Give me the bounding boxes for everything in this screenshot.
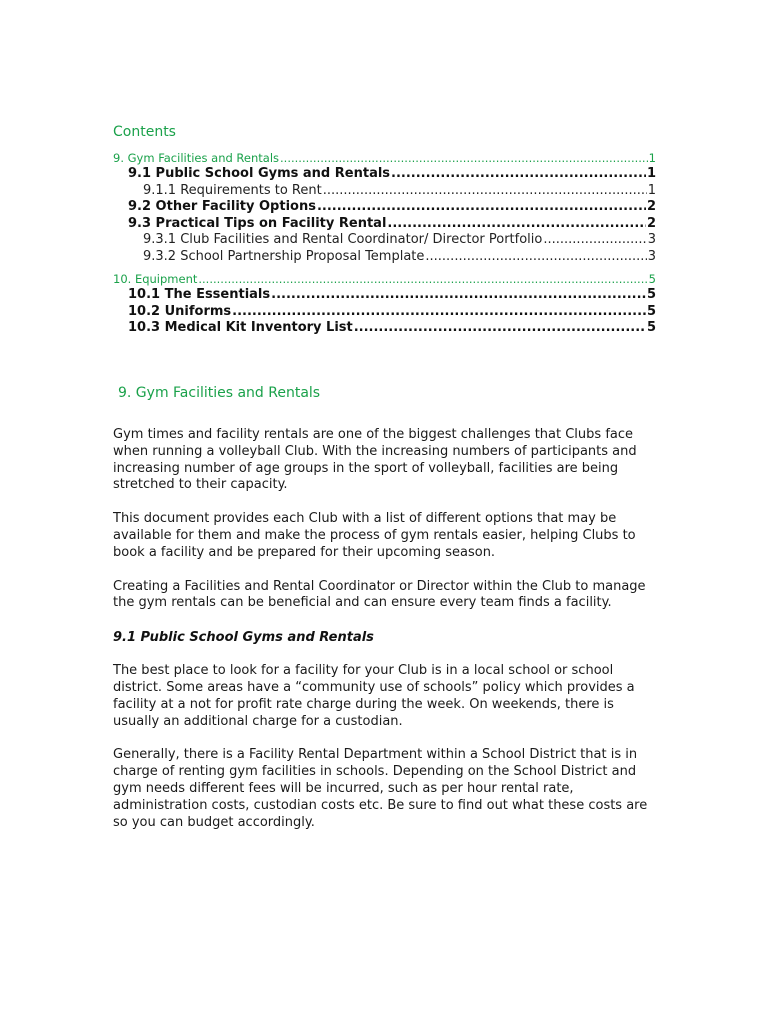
toc-leader <box>232 304 646 321</box>
toc-entry-chapter-9[interactable] <box>113 150 656 166</box>
body-paragraph: Generally, there is a Facility Rental Department within a School District that is in charge of renting gym facilities in schools. Depending on the School District and gym needs different fees will be incurred, such as per hour rental rate, administration costs, custodian costs etc. Be sure to find out what these costs are so you can budget accordingly. <box>113 747 648 830</box>
toc-entry-page: 2 <box>646 199 656 214</box>
body-paragraph: Gym times and facility rentals are one of the biggest challenges that Clubs face when running a volleyball Club. With the increasing numbers of participants and increasing number of age groups in the sport of volleyball, facilities are being stretched to their capacity. <box>113 427 637 493</box>
toc-entry-9-3-2[interactable] <box>113 249 656 266</box>
toc-entry-title: 9.1 Public School Gyms and Rentals <box>128 166 391 181</box>
toc-entry-title: 9.2 Other Facility Options <box>128 199 316 214</box>
toc-entry-title: 9. Gym Facilities and Rentals <box>113 151 280 165</box>
body-paragraph: Creating a Facilities and Rental Coordinator or Director within the Club to manage the gym rentals can be beneficial and can ensure every team finds a facility. <box>113 578 646 611</box>
toc-entry-10-3[interactable] <box>113 320 656 337</box>
toc-entry-title: 9.1.1 Requirements to Rent <box>143 182 322 198</box>
toc-entry-page: 5 <box>648 272 656 286</box>
toc-entry-title: 10.2 Uniforms <box>128 303 232 319</box>
toc-entry-page: 5 <box>646 287 656 302</box>
toc-entry-page: 3 <box>647 248 656 264</box>
toc-entry-title: 10.1 The Essentials <box>128 287 271 302</box>
toc-leader <box>317 199 646 216</box>
toc-entry-title: 9.3.2 School Partnership Proposal Template <box>143 248 425 264</box>
toc-entry-10-1[interactable] <box>113 287 656 304</box>
subsection-heading: 9.1 Public School Gyms and Rentals <box>113 630 374 646</box>
toc-entry-page: 1 <box>648 151 656 165</box>
toc-entry-title: 10.3 Medical Kit Inventory List <box>128 320 353 335</box>
toc-entry-title: 10. Equipment <box>113 272 198 286</box>
toc-entry-page: 5 <box>646 320 656 335</box>
toc-leader <box>271 287 646 304</box>
body-paragraph: This document provides each Club with a list of different options that may be available for them and make the process of gym rentals easier, helping Clubs to book a facility and be prepared for their upcoming season. <box>113 511 636 560</box>
toc-heading: Contents <box>113 124 176 140</box>
toc-entry-page: 1 <box>646 166 656 181</box>
toc-entry-page: 5 <box>646 303 656 319</box>
toc-entry-9-3-1[interactable] <box>113 232 656 249</box>
toc-entry-9-3[interactable] <box>113 216 656 233</box>
body-paragraph: The best place to look for a facility for your Club is in a local school or school district. Some areas have a “community use of schools” policy which provides a facility at a not for profit rate charge during the week. On weekends, there is usually an additional charge for a custodian. <box>113 663 635 729</box>
table-of-contents <box>113 150 656 337</box>
toc-entry-9-1[interactable] <box>113 166 656 183</box>
section-heading: 9. Gym Facilities and Rentals <box>118 385 321 401</box>
toc-entry-9-2[interactable] <box>113 199 656 216</box>
toc-leader <box>354 320 646 337</box>
toc-entry-9-1-1[interactable] <box>113 183 656 200</box>
toc-entry-page: 3 <box>647 232 656 247</box>
toc-entry-chapter-10[interactable] <box>113 271 656 287</box>
document-body <box>113 383 658 848</box>
toc-leader <box>425 249 646 266</box>
toc-leader <box>280 150 648 166</box>
toc-leader <box>387 216 646 233</box>
toc-entry-page: 2 <box>646 215 656 231</box>
toc-entry-page: 1 <box>647 182 656 198</box>
toc-leader <box>391 166 646 183</box>
toc-leader <box>323 183 647 200</box>
toc-leader <box>543 232 646 249</box>
toc-entry-10-2[interactable] <box>113 304 656 321</box>
toc-leader <box>198 271 647 287</box>
toc-entry-title: 9.3 Practical Tips on Facility Rental <box>128 215 387 231</box>
toc-entry-title: 9.3.1 Club Facilities and Rental Coordinator/ Director Portfolio <box>143 232 543 247</box>
